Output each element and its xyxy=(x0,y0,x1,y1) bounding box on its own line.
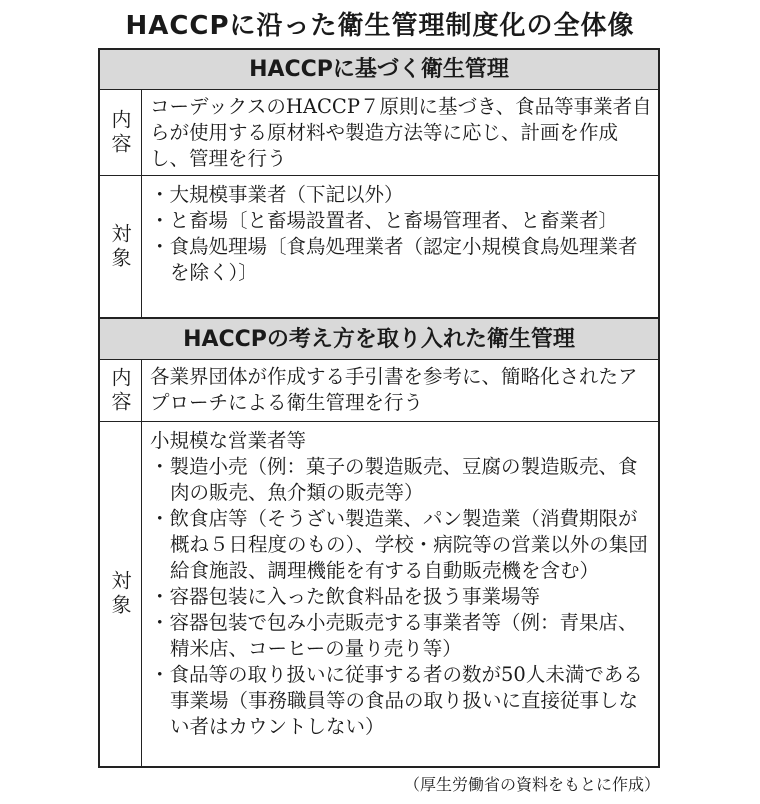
section1-target-label: 対象 xyxy=(108,222,132,271)
source-note: （厚生労働省の資料をもとに作成） xyxy=(403,775,660,794)
section2-target-label-cell xyxy=(100,422,142,766)
section2-content-label: 内容 xyxy=(108,366,132,415)
list-item: ・容器包装で包み小売販売する事業者等（例：青果店、精米店、コーヒーの量り売り等） xyxy=(150,611,638,660)
list-item: ・食鳥処理場〔食鳥処理業者（認定小規模食鳥処理業者を除く）〕 xyxy=(150,235,638,284)
section1-target-label-cell xyxy=(100,176,142,317)
section2-content-label-cell xyxy=(100,360,142,421)
section1-content-label: 内容 xyxy=(108,108,132,157)
section1-target-row xyxy=(100,176,658,318)
section2-header: HACCPの考え方を取り入れた衛生管理 xyxy=(100,318,658,360)
section2-content-row xyxy=(100,360,658,422)
list-item: ・容器包装に入った飲食料品を扱う事業場等 xyxy=(150,585,541,608)
list-item: ・製造小売（例：菓子の製造販売、豆腐の製造販売、食肉の販売、魚介類の販売等） xyxy=(150,455,638,504)
section1-header: HACCPに基づく衛生管理 xyxy=(100,50,658,90)
list-item: ・大規模事業者（下記以外） xyxy=(150,183,404,206)
section1-target-list xyxy=(150,182,652,286)
list-item: ・飲食店等（そうざい製造業、パン製造業（消費期限が概ね５日程度のもの）、学校・病院等の営業以外の集団給食施設、調理機能を有する自動販売機を含む） xyxy=(150,507,648,582)
section2-target-label: 対象 xyxy=(108,570,132,618)
list-item: ・食品等の取り扱いに従事する者の数が50人未満である事業場（事務職員等の食品の取り扱いに直接従事しない者はカウントしない） xyxy=(150,663,643,738)
section1-content-text: コーデックスのHACCP７原則に基づき、食品等事業者自らが使用する原材料や製造方法等に応じ、計画を作成し、管理を行う xyxy=(150,95,652,170)
haccp-table xyxy=(98,48,660,768)
section1-content-label-cell xyxy=(100,90,142,175)
section2-target-intro: 小規模な営業者等 xyxy=(150,429,307,452)
section1-content-row xyxy=(100,90,658,176)
section2-target-list xyxy=(150,428,652,740)
section2-content-text: 各業界団体が作成する手引書を参考に、簡略化されたアプローチによる衛生管理を行う xyxy=(150,365,638,414)
page-title: HACCPに沿った衛生管理制度化の全体像 xyxy=(125,11,635,41)
section2-target-row xyxy=(100,422,658,766)
list-item: ・と畜場〔と畜場設置者、と畜場管理者、と畜業者〕 xyxy=(150,209,619,232)
